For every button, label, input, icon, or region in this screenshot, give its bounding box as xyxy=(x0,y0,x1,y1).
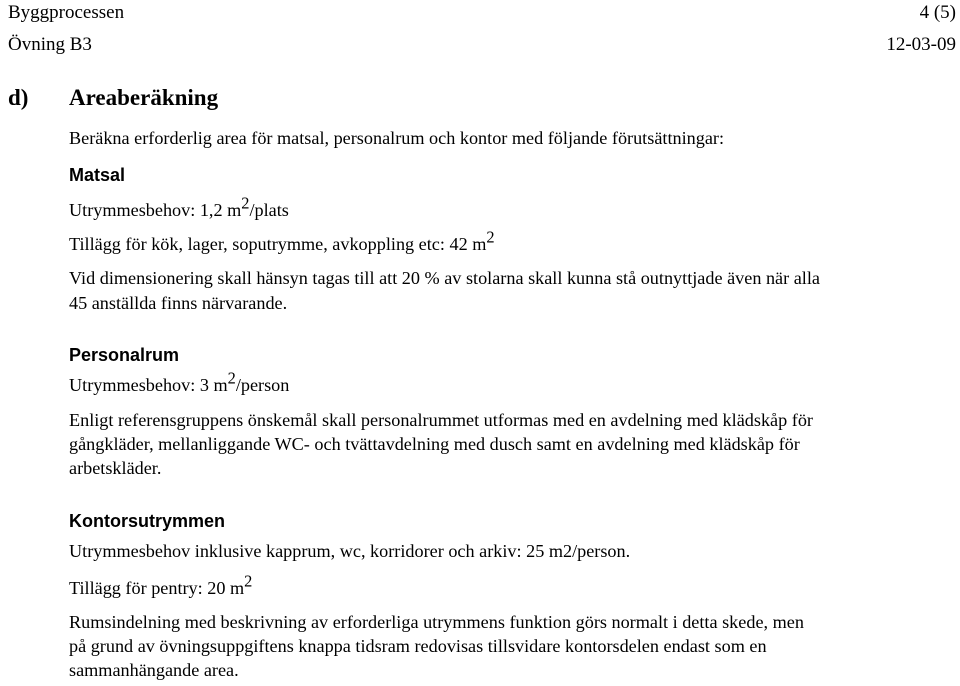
kontor-desc-line-1: Rumsindelning med beskrivning av erforderliga utrymmens funktion görs normalt i detta skede, men xyxy=(69,612,804,632)
task-intro: Beräkna erforderlig area för matsal, personalrum och kontor med följande förutsättningar: xyxy=(69,128,725,148)
document-date: 12-03-09 xyxy=(886,34,956,55)
personalrum-desc-line-2: gångkläder, mellanliggande WC- och tvättavdelning med dusch samt en avdelning med klädskåp för xyxy=(69,434,800,454)
personalrum-desc-line-3: arbetskläder. xyxy=(69,458,162,478)
personalrum-need-unit: /person xyxy=(235,375,290,395)
kontor-pantry-superscript: 2 xyxy=(244,571,253,591)
page-number: 4 (5) xyxy=(919,2,956,23)
personalrum-heading: Personalrum xyxy=(69,345,180,365)
task-label: d) xyxy=(8,85,29,110)
matsal-need-text: Utrymmesbehov: 1,2 m xyxy=(69,200,242,220)
kontor-pantry xyxy=(69,571,253,598)
kontor-desc-line-3: sammanhängande area. xyxy=(69,660,239,680)
matsal-addition xyxy=(69,227,495,254)
exercise-name: Övning B3 xyxy=(8,34,92,55)
matsal-note-line-2: 45 anställda finns närvarande. xyxy=(69,293,288,313)
matsal-need-superscript: 2 xyxy=(241,193,250,213)
task-title: Areaberäkning xyxy=(69,85,219,110)
matsal-note-line-1: Vid dimensionering skall hänsyn tagas till att 20 % av stolarna skall kunna stå outnyttjade även när alla xyxy=(69,268,820,288)
personalrum-space-need xyxy=(69,368,290,395)
course-name: Byggprocessen xyxy=(8,2,125,23)
matsal-need-unit: /plats xyxy=(249,200,289,220)
personalrum-need-superscript: 2 xyxy=(227,368,236,388)
matsal-addition-superscript: 2 xyxy=(486,227,495,247)
kontor-pantry-text: Tillägg för pentry: 20 m xyxy=(69,578,245,598)
kontor-space-need: Utrymmesbehov inklusive kapprum, wc, korridorer och arkiv: 25 m2/person. xyxy=(69,541,631,561)
kontor-desc-line-2: på grund av övningsuppgiftens knappa tidsram redovisas tillsvidare kontorsdelen endast som en xyxy=(69,636,767,656)
personalrum-need-text: Utrymmesbehov: 3 m xyxy=(69,375,228,395)
kontor-heading: Kontorsutrymmen xyxy=(69,511,226,531)
matsal-heading: Matsal xyxy=(69,165,126,185)
personalrum-desc-line-1: Enligt referensgruppens önskemål skall personalrummet utformas med en avdelning med klädskåp för xyxy=(69,410,813,430)
matsal-addition-text: Tillägg för kök, lager, soputrymme, avkoppling etc: 42 m xyxy=(69,234,487,254)
matsal-space-need xyxy=(69,193,289,220)
